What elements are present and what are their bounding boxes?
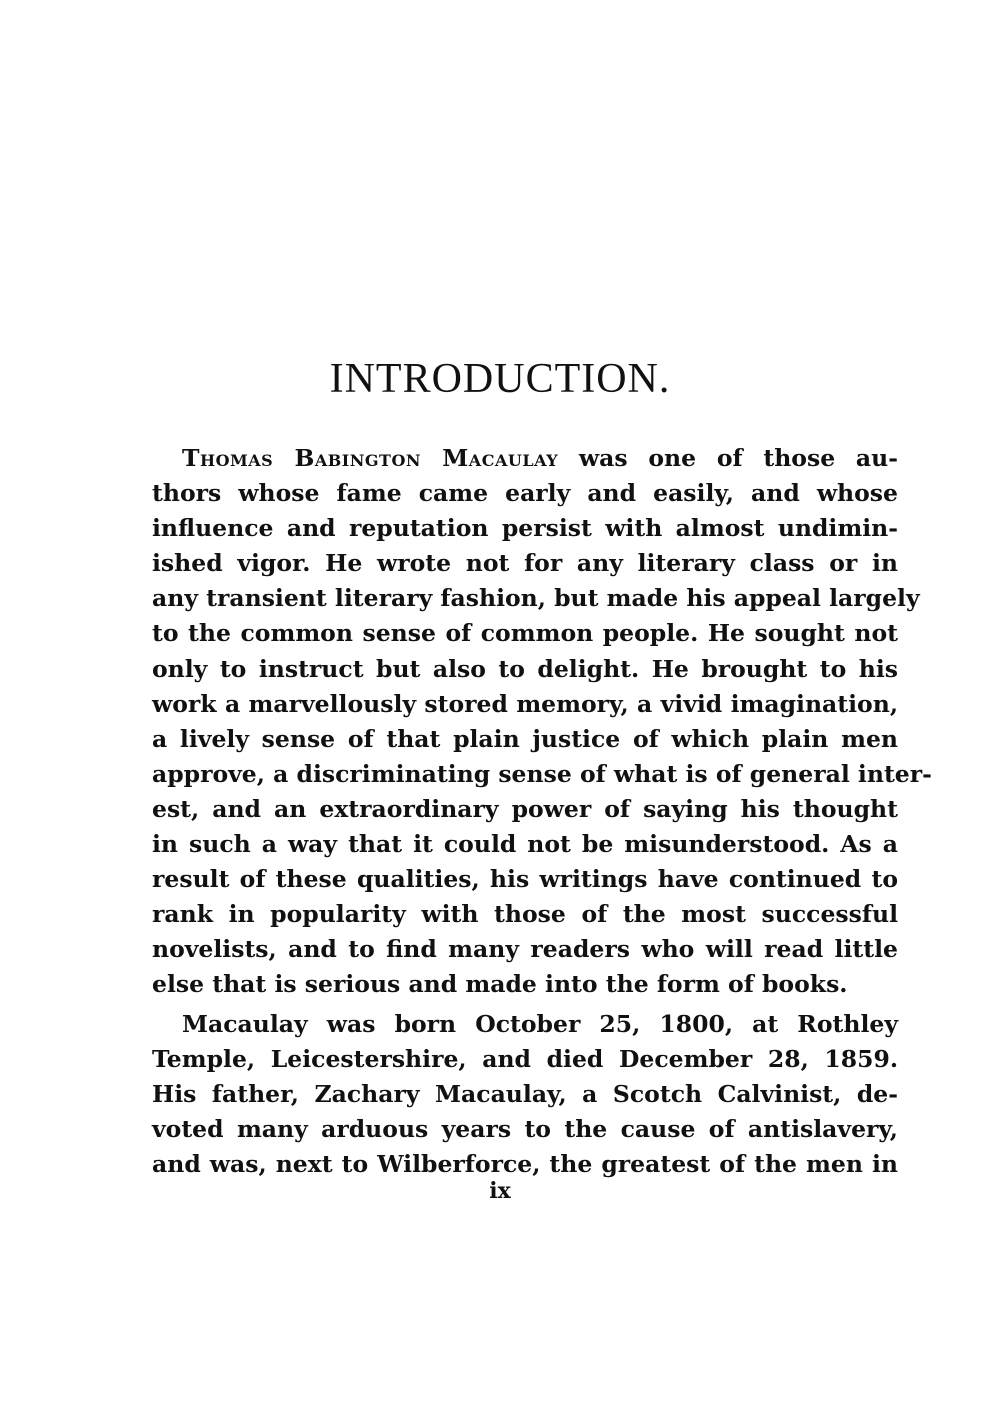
paragraph-line: a lively sense of that plain justice of which plain men [152, 724, 898, 753]
page-number: ix [489, 1178, 511, 1204]
paragraph-line: any transient literary fashion, but made his appeal largely [152, 584, 920, 613]
paragraph-line: result of these qualities, his writings have continued to [152, 865, 898, 894]
paragraph-line: thors whose fame came early and easily, and whose [152, 479, 898, 508]
paragraph-line [152, 441, 898, 476]
paragraph-1 [152, 441, 932, 1003]
paragraph-line: and was, next to Wilberforce, the greatest of the men in [152, 1150, 898, 1179]
paragraph-line: voted many arduous years to the cause of antislavery, [152, 1115, 898, 1144]
paragraph-line: to the common sense of common people. He sought not [152, 619, 898, 648]
paragraph-line: His father, Zachary Macaulay, a Scotch Calvinist, de- [152, 1080, 898, 1109]
paragraph-line: in such a way that it could not be misunderstood. As a [152, 830, 898, 859]
author-name: Thomas Babington Macaulay [182, 444, 559, 472]
paragraph-line: approve, a discriminating sense of what is of general inter- [152, 759, 932, 788]
paragraph-line: novelists, and to find many readers who will read little [152, 935, 898, 964]
paragraph-line: ished vigor. He wrote not for any literary class or in [152, 549, 898, 578]
paragraph-line: rank in popularity with those of the most successful [152, 900, 898, 929]
paragraph-line: Macaulay was born October 25, 1800, at Rothley [182, 1010, 898, 1038]
chapter-heading: INTRODUCTION. [329, 356, 671, 402]
paragraph-line: influence and reputation persist with almost undimin- [152, 514, 898, 543]
paragraph-line: else that is serious and made into the form of books. [152, 970, 848, 999]
paragraph-line: work a marvellously stored memory, a vivid imagination, [152, 689, 898, 718]
paragraph-2 [152, 1007, 898, 1182]
paragraph-line: est, and an extraordinary power of saying his thought [152, 794, 898, 823]
paragraph-line: Temple, Leicestershire, and died December 28, 1859. [152, 1045, 898, 1074]
paragraph-line: only to instruct but also to delight. He brought to his [152, 654, 898, 683]
line-text: was one of those au- [558, 444, 899, 472]
